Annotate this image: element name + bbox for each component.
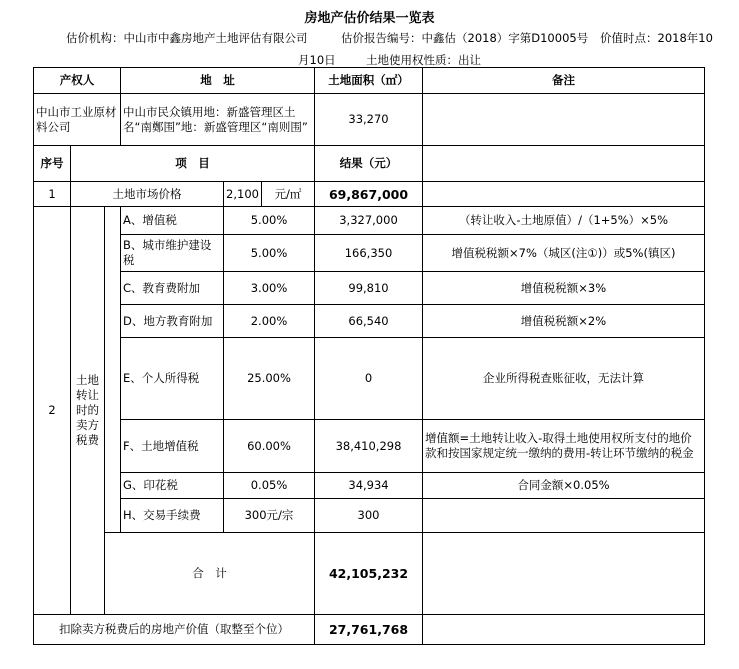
market-value: 69,867,000 — [315, 182, 423, 207]
tax-rate: 25.00% — [224, 338, 315, 420]
tax-seq: 2 — [34, 207, 71, 615]
tax-group-label: 土地转让时的卖方税费 — [71, 207, 105, 615]
tax-remark: 增值税税额×7%（城区(注①)）或5%(镇区) — [423, 235, 705, 272]
market-unit-price: 2,100 — [224, 182, 262, 207]
empty-header-cell — [423, 146, 705, 182]
tax-remark: 增值税税额×3% — [423, 272, 705, 305]
item-header: 项 目 — [71, 146, 315, 182]
header-row-items — [34, 146, 705, 182]
tax-rate: 5.00% — [224, 207, 315, 235]
tax-amount: 166,350 — [315, 235, 423, 272]
tax-total-value: 42,105,232 — [315, 533, 423, 615]
area-cell: 33,270 — [315, 94, 423, 146]
address-header: 地 址 — [121, 68, 315, 94]
tax-remark: 企业所得税查账征收，无法计算 — [423, 338, 705, 420]
remark-header: 备注 — [423, 68, 705, 94]
valuation-results-table — [33, 67, 705, 645]
tax-amount: 300 — [315, 499, 423, 533]
tax-name: D、地方教育附加 — [121, 305, 224, 338]
page-title: 房地产估价结果一览表 — [304, 11, 435, 26]
valuation-date-label: 价值时点：2018年10 — [600, 31, 713, 45]
final-value: 27,761,768 — [315, 615, 423, 645]
final-value-label: 扣除卖方税费后的房地产价值（取整至个位） — [34, 615, 315, 645]
final-value-row — [34, 615, 705, 645]
market-remark — [423, 182, 705, 207]
tax-row — [34, 420, 705, 473]
tax-rate: 3.00% — [224, 272, 315, 305]
tax-spacer — [105, 207, 121, 533]
remark-cell — [423, 94, 705, 146]
final-remark — [423, 615, 705, 645]
tax-row — [34, 235, 705, 272]
tax-remark: 增值税税额×2% — [423, 305, 705, 338]
tax-rate: 2.00% — [224, 305, 315, 338]
owner-cell: 中山市工业原材料公司 — [34, 94, 121, 146]
tax-name: E、个人所得税 — [121, 338, 224, 420]
report-number-label: 估价报告编号：中鑫估（2018）字第D10005号 — [341, 31, 589, 45]
tax-amount: 66,540 — [315, 305, 423, 338]
owner-row — [34, 94, 705, 146]
market-seq: 1 — [34, 182, 71, 207]
tax-amount: 38,410,298 — [315, 420, 423, 473]
tax-rate: 0.05% — [224, 473, 315, 499]
tax-name: B、城市维护建设税 — [121, 235, 224, 272]
tax-remark: 合同金额×0.05% — [423, 473, 705, 499]
valuation-date-continued: 月10日 — [298, 53, 336, 67]
tax-amount: 34,934 — [315, 473, 423, 499]
tax-remark: 增值额=土地转让收入-取得土地使用权所支付的地价款和按国家规定统一缴纳的费用-转让环节缴纳的税金 — [423, 420, 705, 473]
tax-name: G、印花税 — [121, 473, 224, 499]
market-unit: 元/㎡ — [262, 182, 315, 207]
tax-rate: 5.00% — [224, 235, 315, 272]
address-cell: 中山市民众镇用地：新盛管理区土名“南鄭围”地：新盛管理区“南则围” — [121, 94, 315, 146]
tax-row — [34, 473, 705, 499]
tax-row — [34, 207, 705, 235]
tax-total-label: 合 计 — [105, 533, 315, 615]
market-label: 土地市场价格 — [71, 182, 224, 207]
tax-total-row — [34, 533, 705, 615]
tax-rate: 300元/宗 — [224, 499, 315, 533]
tax-row — [34, 272, 705, 305]
tax-name: H、交易手续费 — [121, 499, 224, 533]
tax-row — [34, 305, 705, 338]
tax-remark: （转让收入-土地原值）/（1+5%）×5% — [423, 207, 705, 235]
tax-name: C、教育费附加 — [121, 272, 224, 305]
land-use-label: 土地使用权性质：出让 — [366, 53, 481, 67]
result-header: 结果（元） — [315, 146, 423, 182]
tax-rate: 60.00% — [224, 420, 315, 473]
tax-total-remark — [423, 533, 705, 615]
tax-amount: 99,810 — [315, 272, 423, 305]
seq-header: 序号 — [34, 146, 71, 182]
market-price-row — [34, 182, 705, 207]
tax-name: F、土地增值税 — [121, 420, 224, 473]
tax-amount: 0 — [315, 338, 423, 420]
tax-name: A、增值税 — [121, 207, 224, 235]
tax-row — [34, 338, 705, 420]
area-header: 土地面积（㎡） — [315, 68, 423, 94]
tax-amount: 3,327,000 — [315, 207, 423, 235]
tax-remark — [423, 499, 705, 533]
tax-row — [34, 499, 705, 533]
agency-label: 估价机构：中山市中鑫房地产土地评估有限公司 — [66, 31, 308, 45]
header-row-owner — [34, 68, 705, 94]
owner-header: 产权人 — [34, 68, 121, 94]
